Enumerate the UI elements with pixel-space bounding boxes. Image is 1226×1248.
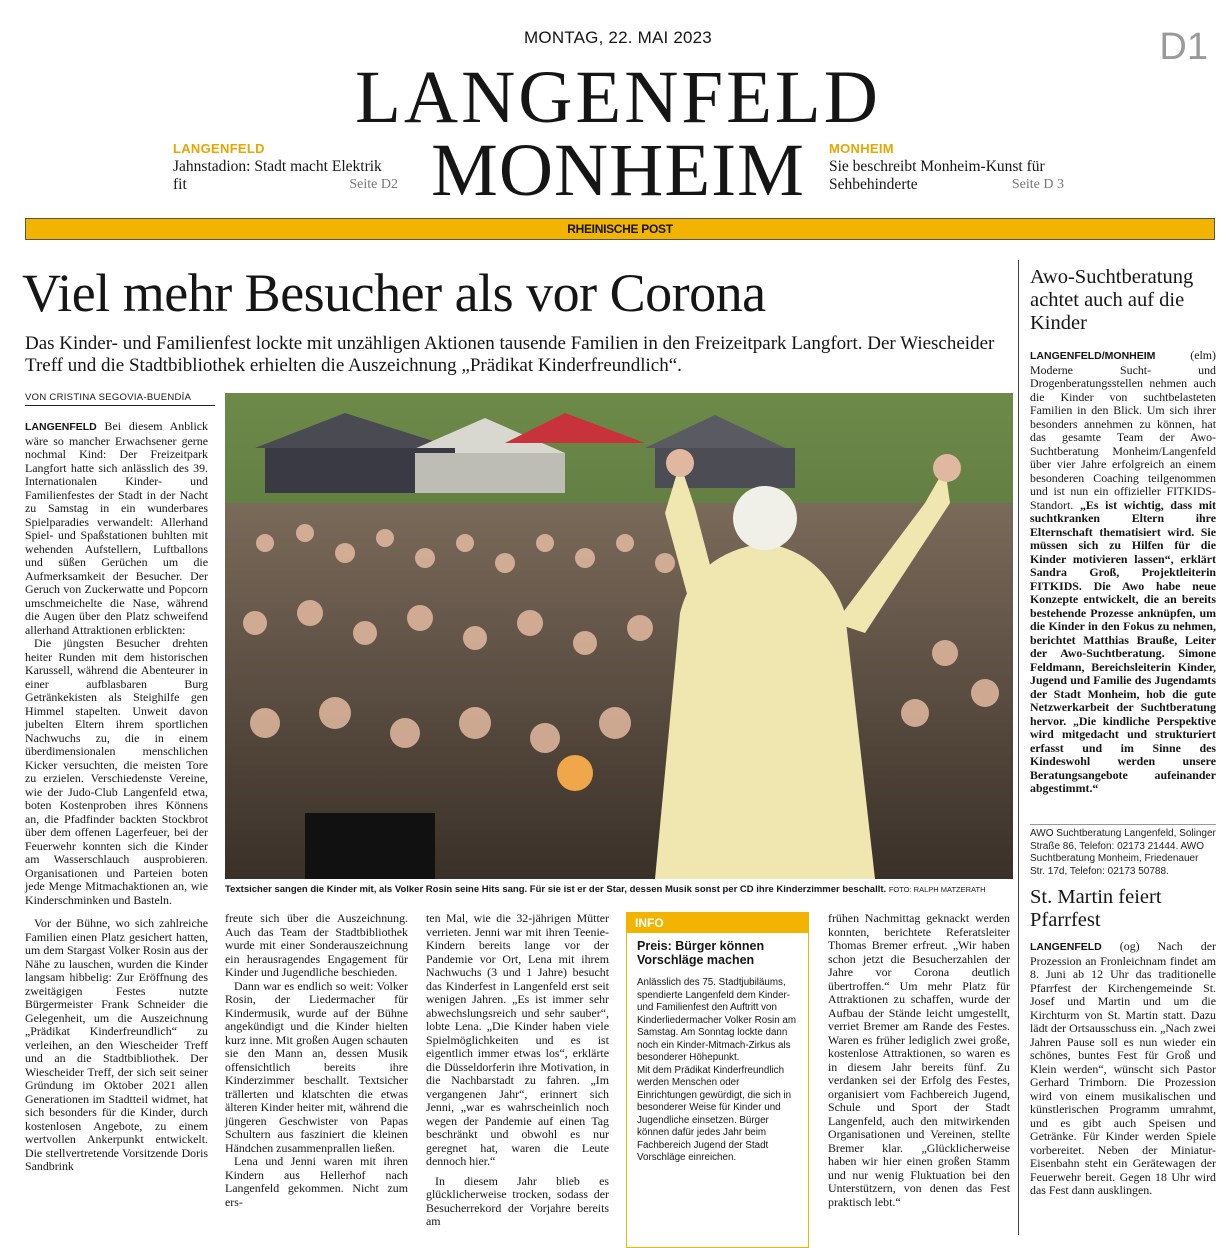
article-column-1 xyxy=(25,420,208,1174)
article-author: VON CRISTINA SEGOVIA-BUENDÍA xyxy=(25,392,215,406)
info-box-text-2: Mit dem Prädikat Kinderfreundlich werden Menschen oder Einrichtungen gewürdigt, die sich in besonderer Weise für Kinder und Jugendliche einsetzen. Bürger können dafür jedes Jahr beim Fachbereich Jugend der Stadt Vorschläge einreichen. xyxy=(637,1064,792,1163)
article-col4-p1: frühen Nachmittag geknackt werden konnten, berichtete Referatsleiter Thomas Bremer erfreut. „Wir haben schon jetzt die Besucherzahlen der Jahre vor Corona deutlich übertroffen.“ Um mehr Platz für Attraktionen zu schaffen, wurde der Aufbau der Stände leicht umgestellt, verriet Bremer am Rande des Festes. Waren es früher lediglich zwei große, kostenlose Attraktionen, so waren es in diesem Jahr bereits fünf. Zu verdanken sei der Erfolg des Festes, organisiert vom Fachbereich Jugend, Schule und Sport der Stadt Langenfeld, auch den mitwirkenden Organisationen und Vereinen, stellte Bremer klar. „Glücklicherweise haben wir hier einen großen Stamm und nur wenig Fluktuation bei den Unterstützern, von denen das Fest praktisch lebt.“ xyxy=(828,911,1010,1209)
sidebar2-body xyxy=(1030,940,1216,1198)
article-col2-p2: Dann war es endlich so weit: Volker Rosin, der Liedermacher für Kindermusik, wurde auf der Bühne angekündigt und die Kinder hielten kurz inne. Mit großen Augen schauten sie den Mann an, dessen Musik offensichtlich bereits ihre Kinderzimmer beschallt. Textsicher trällerten und klatschten die etwas älteren Kinder heiter mit, während die jüngeren Geschwister von Papas Schultern aus fasziniert die kleinen Händchen zusammenprallen ließen. xyxy=(225,978,408,1155)
article-col1-p2: Die jüngsten Besucher drehten heiter Runden mit dem historischen Karussell, während die Abenteurer in einer aufblasbaren Burg Getränkekisten als Steighilfe gen Himmel stapelten. Unweit davon jubelten Eltern ihrem sportlichen Nachwuchs zu, die in einem überdimensionalen menschlichen Kicker versuchten, die meisten Tore zu erzielen. Verschiedenste Vereine, wie der Judo-Club Langenfeld etwa, boten Kostenproben ihres Könnens an, die Pfadfinder backten Stockbrot über dem offenen Lagerfeuer, bei der Feuerwehr konnten sich die Kinder am Wasserschlauch ausprobieren. Organisationen und Parteien boten jede Menge Mitmachaktionen an, wie Kinderschminken und Basteln. xyxy=(25,636,208,907)
issue-date: MONTAG, 22. MAI 2023 xyxy=(524,28,712,47)
article-col2-p3: Lena und Jenni waren mit ihren Kindern aus Hellerhof nach Langenfeld gekommen. Nicht zum ers- xyxy=(225,1154,408,1209)
masthead-langenfeld: LANGENFELD xyxy=(355,56,881,139)
photo-credit: FOTO: RALPH MATZERATH xyxy=(888,885,986,894)
publisher-bar xyxy=(25,218,1215,240)
article-col3-p2: In diesem Jahr blieb es glücklicherweise trocken, sodass der Besucherrekord der Vorjahre bereits am xyxy=(426,1173,609,1228)
sidebar1-byline: (elm) xyxy=(1190,348,1216,362)
publisher-name: RHEINISCHE POST xyxy=(567,222,673,236)
sidebar1-body xyxy=(1030,349,1216,796)
sidebar2-byline: (og) xyxy=(1119,939,1140,953)
sidebar2-dateline: LANGENFELD xyxy=(1030,941,1102,953)
article-col1-p3: Vor der Bühne, wo sich zahlreiche Familien einen Platz gesichert hatten, um dem Stargast Volker Rosin aus der Nähe zu lauschen, wurden die Kinder langsam hibbelig: Zur Eröffnung des zweitägigen Festes nutzte Bürgermeister Frank Schneider die Gelegenheit, um die Auszeichnung „Prädikat Kinderfreundlich“ zu verleihen, an den Wiescheider Treff und an die Stadtbibliothek. Der Wiescheider Treff, der sich seit seiner Gründung im Oktober 2021 allen Generationen im Stadtteil widmet, hat sich besonders für die Kinder, durch kostenlosen Angebote, zu einem wertvollen Ankerpunkt entwickelt. Die stellvertretende Vorsitzende Doris Sandbrink xyxy=(25,916,208,1173)
page-number: D1 xyxy=(1159,26,1208,68)
info-box-label: INFO xyxy=(627,913,808,933)
sidebar1-text: Moderne Sucht- und Drogenberatungsstellen nehmen auch die Kinder von suchtbelasteten Familien in den Blick. Um sich ihrer besonders annehmen zu können, hat das gesamte Team der Awo-Suchtberatung Monheim/Langenfeld über vier Jahre erfolgreich an einem besonderen Coaching teilgenommen und ist nun ein offizieller FITKIDS-Standort. xyxy=(1030,362,1216,512)
info-box-title: Preis: Bürger können Vorschläge machen xyxy=(637,939,765,967)
teaser-right[interactable] xyxy=(829,140,1064,194)
article-dateline: LANGENFELD xyxy=(25,421,97,433)
article-col2-p1: freute sich über die Auszeichnung. Auch das Team der Stadtbibliothek wurde mit einer Sonderauszeichnung ein herausragendes Engagement für Kinder und Jugendliche beschieden. xyxy=(225,911,408,979)
sidebar1-headline: Awo-Suchtberatung achtet auch auf die Kinder xyxy=(1030,266,1194,334)
teaser-right-kicker: MONHEIM xyxy=(829,141,894,156)
photo-caption-text: Textsicher sangen die Kinder mit, als Volker Rosin seine Hits sang. Für sie ist er der Star, dessen Musik sonst per CD ihre Kinderzimmer beschallt. xyxy=(225,884,887,895)
article-column-2 xyxy=(225,912,408,1209)
article-headline: Viel mehr Besucher als vor Corona xyxy=(22,263,766,323)
info-box-text xyxy=(627,977,808,1165)
teaser-right-page: Seite D 3 xyxy=(1011,177,1064,192)
masthead-monheim: MONHEIM xyxy=(431,129,805,212)
sidebar1-dateline: LANGENFELD/MONHEIM xyxy=(1030,350,1156,362)
article-col1-p1: Bei diesem Anblick wäre so mancher Erwachsener gerne nochmal Kind: Der Freizeitpark Langfort hatte sich anlässlich des 39. Internationalen Kinder- und Familienfestes der Stadt in der Nacht zu Samstag in ein wunderbares Spielparadies verwandelt: Allerhand Spiel- und Spaßstationen buhlten mit wehenden Aufstellern, Luftballons und süßen Gerüchen um die Aufmerksamkeit der Besucher. Der Geruch von Zuckerwatte und Popcorn umschmeichelte die Nase, während die Augen über den Platz schweifend allerhand Attraktionen erblickten: xyxy=(25,419,208,637)
sidebar2-headline: St. Martin feiert Pfarrfest xyxy=(1030,886,1162,931)
concert-photo-image xyxy=(225,393,1013,879)
photo-caption xyxy=(225,884,1015,895)
teaser-left-text: Jahnstadion: Stadt macht Elektrik fit xyxy=(173,158,382,193)
sidebar1-text-bold: „Es ist wichtig, dass mit suchtkranken Eltern ihre Elternschaft thematisiert wird. Sie müssen sich zu Hilfen für die Kinder motivieren lassen“, erklärt Sandra Groß, Projektleiterin FITKIDS. Die Awo habe neue Konzepte entwickelt, die an bereits bestehende Prozesse anknüpfen, um die Kinder in den Fokus zu nehmen, berichtet Matthias Brauße, Leiter der Awo-Suchtberatung. Simone Feldmann, Bereichsleiterin Kinder, Jugend und Familie des Jugendamts der Stadt Monheim, hob die gute Netzwerkarbeit der Suchtberatung hervor. „Die kindliche Perspektive wird mitgedacht und strukturiert erfasst und im Sinne des Kindeswohl werden unsere Beratungsangebote aufeinander abgestimmt.“ xyxy=(1030,497,1216,795)
info-box xyxy=(626,912,809,1248)
teaser-left-kicker: LANGENFELD xyxy=(173,141,265,156)
article-column-3 xyxy=(426,912,609,1229)
article-column-4 xyxy=(828,912,1010,1209)
sidebar2-text: Nach der Prozession an Fronleichnam findet am 8. Juni ab 12 Uhr das traditionelle Pfarrfest der Kirchengemeinde St. Josef und Martin und um die Kirchturm von St. Martin statt. Dazu lädt der Ortsausschuss ein. „Nach zwei Jahren Pause soll es nun wieder ein schönes, buntes Fest für Groß und Klein werden“, wünscht sich Pastor Gerhard Trimborn. Die Prozession wird von einem musikalischen und künstlerischen Programm umrahmt, und es gibt auch Speisen und Getränke. Für Kinder werden Spiele vorbereitet. Neben der Miniatur-Eisenbahn steht ein Gerätewagen der Feuerwehr bereit. Gegen 18 Uhr wird das Fest dann ausklingen. xyxy=(1030,939,1216,1197)
article-lead: Das Kinder- und Familienfest lockte mit unzähligen Aktionen tausende Familien in den Freizeitpark Langfort. Der Wiescheider Treff und die Stadtbibliothek erhielten die Auszeichnung „Prädikat Kinderfreundlich“. xyxy=(25,333,995,376)
info-box-text-1: Anlässlich des 75. Stadtjubiläums, spendierte Langenfeld dem Kinder- und Familienfest den Auftritt von Kinderliedermacher Volker Rosin am Samstag. Am Sonntag lockte dann noch ein Kinder-Mitmach-Zirkus als besonderer Höhepunkt. xyxy=(637,977,796,1063)
teaser-left[interactable] xyxy=(173,140,398,194)
article-col3-p1: ten Mal, wie die 32-jährigen Mütter verrieten. Jenni war mit ihren Teenie-Kindern bereits lange vor der Pandemie vor Ort, Lena mit ihrem Nachwuchs (3 und 1 Jahre) besucht das Kinderfest in Langenfeld erst seit wenigen Jahren. „Es ist immer sehr abwechslungsreich und sehr sauber“, lobte Lena. „Die Kinder haben viele Spielmöglichkeiten und es ist eigentlich immer etwas los“, erklärte die Düsseldorferin ihre Motivation, in die Nachbarstadt zu fahren. „Im vergangenen Jahr“, erinnert sich Jenni, „war es wahrscheinlich noch wegen der Pandemie auf einen Tag beschränkt und obwohl es nur geregnet hat, waren die Leute dennoch hier.“ xyxy=(426,911,609,1168)
teaser-right-text: Sie beschreibt Monheim-Kunst für Sehbehinderte xyxy=(829,158,1045,193)
teaser-left-page: Seite D2 xyxy=(349,177,398,192)
sidebar1-contact: AWO Suchtberatung Langenfeld, Solinger Straße 86, Telefon: 02173 21444. AWO Suchtberatung Monheim, Friedenauer Str. 17d, Telefon: 02173 50788. xyxy=(1030,824,1216,878)
sidebar-divider xyxy=(1018,260,1019,1235)
concert-photo xyxy=(225,393,1013,879)
